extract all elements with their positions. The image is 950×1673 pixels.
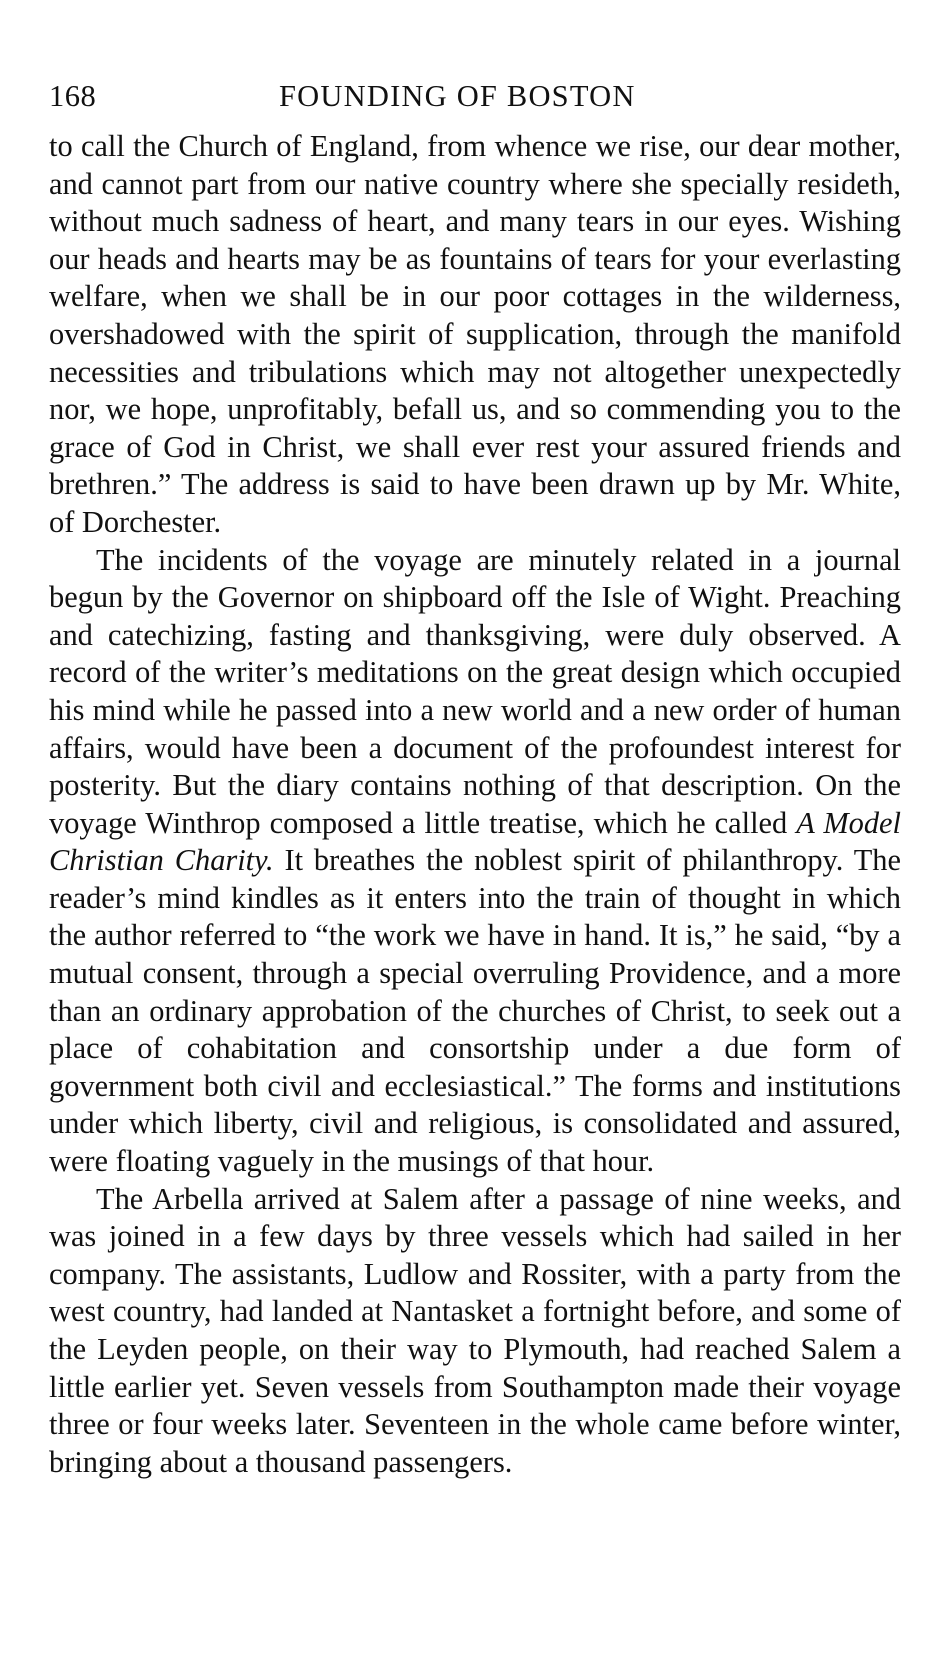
page-number: 168	[49, 79, 97, 113]
paragraph-letter-continuation: to call the Church of England, from whence we rise, our dear mother, and cannot part from our native country where she specially resideth, without much sadness of heart, and many tears in our eyes. Wishing our heads and hearts may be as fountains of tears for your everlasting welfare, when we shall be in our poor cottages in the wilderness, overshadowed with the spirit of supplication, through the manifold necessities and tribulations which may not altogether unexpectedly nor, we hope, unprofitably, befall us, and so commending you to the grace of God in Christ, we shall ever rest your assured friends and brethren.” The address is said to have been drawn up by Mr. White, of Dorchester.	[49, 129, 901, 539]
running-head	[49, 72, 901, 120]
running-title: FOUNDING OF BOSTON	[279, 79, 636, 113]
body-text	[49, 128, 901, 1481]
paragraph-voyage-journal-text-before: The incidents of the voyage are minutely related in a journal begun by the Governor on shipboard off the Isle of Wight. Preaching and catechizing, fasting and thanksgiving, were duly observed. A record of the writer’s meditations on the great design which occupied his mind while he passed into a new world and a new order of human affairs, would have been a document of the profoundest interest for posterity. But the diary contains nothing of that description. On the voyage Winthrop composed a little treatise, which he called	[49, 542, 901, 840]
paragraph-voyage-journal	[49, 542, 901, 1181]
book-page	[49, 72, 901, 1481]
paragraph-arbella-arrival: The Arbella arrived at Salem after a passage of nine weeks, and was joined in a few days by three vessels which had sailed in her company. The assistants, Ludlow and Rossiter, with a party from the west country, had landed at Nantasket a fortnight before, and some of the Leyden people, on their way to Plymouth, had reached Salem a little earlier yet. Seven vessels from Southampton made their voyage three or four weeks later. Seventeen in the whole came before winter, bringing about a thousand passengers.	[49, 1181, 901, 1479]
paragraph-voyage-journal-text-after: It breathes the noblest spirit of philanthropy. The reader’s mind kindles as it enters into the train of thought in which the author referred to “the work we have in hand. It is,” he said, “by a mutual consent, through a special overruling Providence, and a more than an ordinary approbation of the churches of Christ, to seek out a place of cohabitation and consortship under a due form of government both civil and ecclesiastical.” The forms and institutions under which liberty, civil and religious, is consolidated and assured, were floating vaguely in the musings of that hour.	[49, 843, 901, 1179]
treatise-title: A Model Christian Charity.	[49, 805, 901, 878]
